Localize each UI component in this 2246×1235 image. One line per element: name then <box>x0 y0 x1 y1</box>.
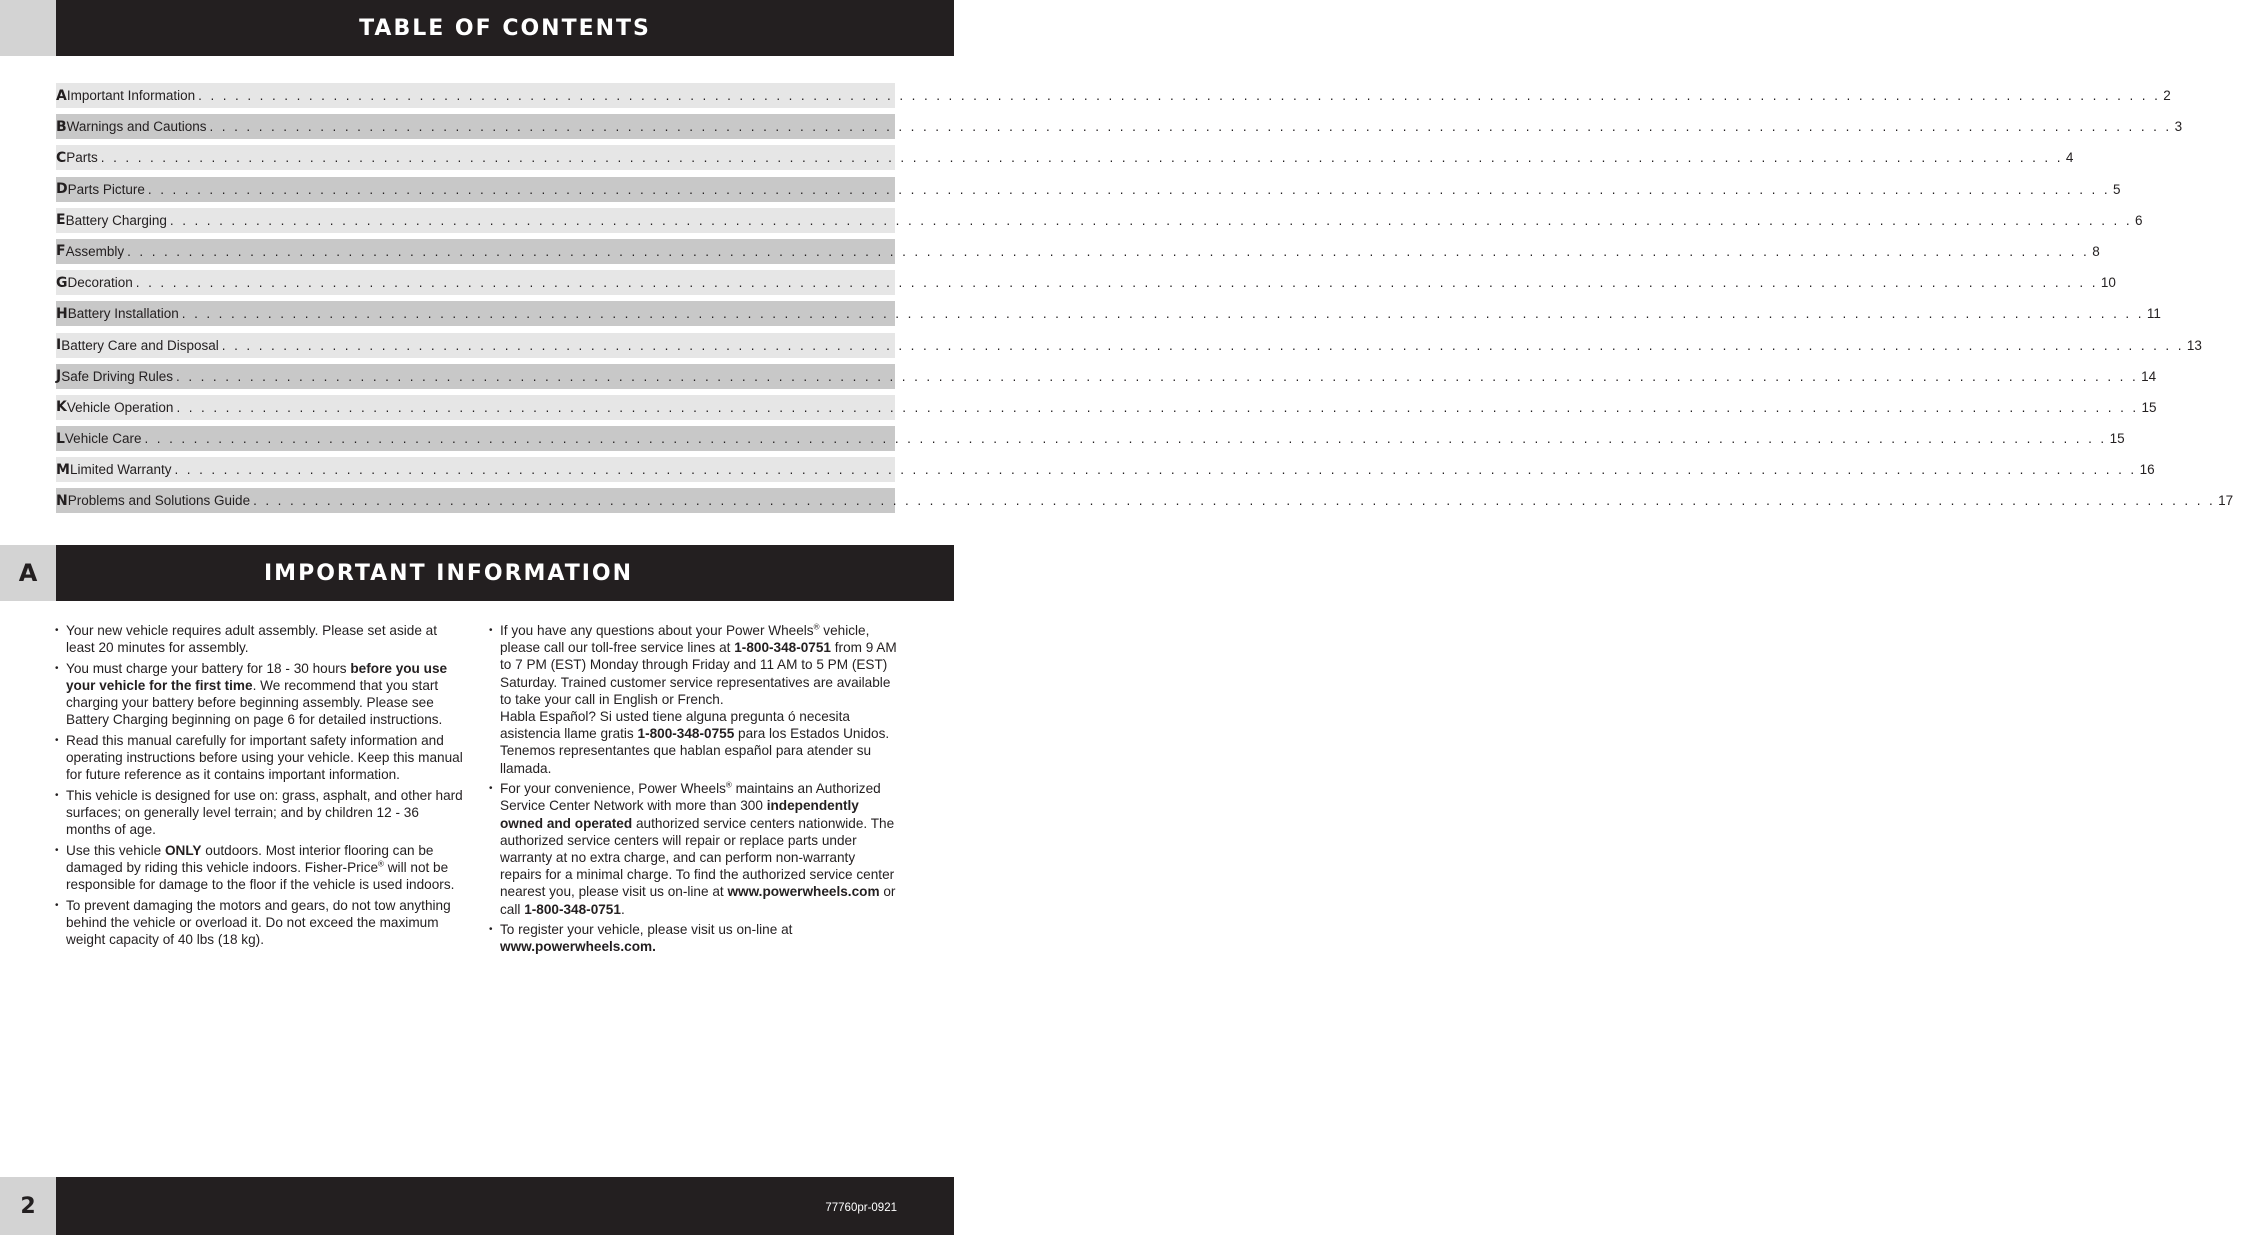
toc-title: Warnings and Cautions <box>66 119 207 135</box>
info-bullet: • Your new vehicle requires adult assembly. Please set aside at least 20 minutes for assembly. <box>55 622 467 656</box>
website-url: www.powerwheels.com. <box>500 939 656 955</box>
toc-page-number: 10 <box>2100 275 2116 291</box>
toc-heading: TABLE OF CONTENTS <box>359 15 651 41</box>
table-of-contents <box>56 83 2234 520</box>
toc-letter: K <box>56 399 67 416</box>
toc-title: Vehicle Care <box>64 431 142 447</box>
toc-entry-n <box>56 488 2234 513</box>
toc-letter: I <box>56 337 62 353</box>
section-header-bar <box>0 545 954 601</box>
footer-bar <box>0 1177 954 1235</box>
info-bullet: • To register your vehicle, please visit us on-line at www.powerwheels.com. <box>489 921 899 955</box>
section-letter: A <box>0 545 56 601</box>
toc-page-number: 4 <box>2065 150 2074 166</box>
toc-leader-dots: . . . . . . . . . . . . . . . . . . . . . . . . . . . . . . . . . . . . . . . . . . . . . . . . . . . . . . . . . . . . . . . . . . . . . . . . . . . . . . . . . . . . . . . . . . . . . . . . . . . . . . . . . . . . . . . . . . . . . . . . . . . . . . . . . . . . . . . . . . . . . . . . . . . . . . . . . . . . . . . . <box>221 337 2184 353</box>
info-column-left <box>55 622 467 952</box>
info-bullet: • For your convenience, Power Wheels® maintains an Authorized Service Center Network with more than 300 independently owned and operated authorized service centers nationwide. The authorized service centers will repair or replace parts under warranty at no extra charge, and can perform non-warranty repairs for a minimal charge. To find the authorized service center nearest you, please visit us on-line at www.powerwheels.com or call 1-800-348-0751. <box>489 780 899 918</box>
toc-page-number: 5 <box>2113 181 2121 197</box>
toc-entry-d <box>56 177 2121 202</box>
info-column-right <box>489 622 899 959</box>
toc-letter: L <box>56 430 65 447</box>
toc-title: Battery Installation <box>67 306 179 322</box>
toc-page-number: 15 <box>2109 431 2125 447</box>
phone-number: 1-800-348-0751 <box>734 640 831 656</box>
toc-entry-k <box>56 395 2157 420</box>
toc-entry-f <box>56 239 2100 264</box>
toc-letter: G <box>56 274 68 291</box>
toc-letter: N <box>56 492 68 509</box>
toc-header-bar <box>0 0 954 56</box>
toc-letter: A <box>56 87 67 104</box>
toc-page-number: 17 <box>2218 493 2234 509</box>
toc-title: Problems and Solutions Guide <box>67 493 251 509</box>
toc-entry-a <box>56 83 2171 108</box>
toc-leader-dots: . . . . . . . . . . . . . . . . . . . . . . . . . . . . . . . . . . . . . . . . . . . . . . . . . . . . . . . . . . . . . . . . . . . . . . . . . . . . . . . . . . . . . . . . . . . . . . . . . . . . . . . . . . . . . . . . . . . . . . . . . . . . . . . . . . . . . . . . . . . . . . . . . . . . . . . . . . . . . . . . <box>181 306 2144 322</box>
toc-title: Battery Care and Disposal <box>61 337 219 353</box>
toc-leader-dots: . . . . . . . . . . . . . . . . . . . . . . . . . . . . . . . . . . . . . . . . . . . . . . . . . . . . . . . . . . . . . . . . . . . . . . . . . . . . . . . . . . . . . . . . . . . . . . . . . . . . . . . . . . . . . . . . . . . . . . . . . . . . . . . . . . . . . . . . . . . . . . . . . . . . . . . . . . . . . . . . <box>253 493 2216 509</box>
toc-page-number: 13 <box>2186 337 2202 353</box>
toc-entry-i <box>56 333 2202 358</box>
toc-leader-dots: . . . . . . . . . . . . . . . . . . . . . . . . . . . . . . . . . . . . . . . . . . . . . . . . . . . . . . . . . . . . . . . . . . . . . . . . . . . . . . . . . . . . . . . . . . . . . . . . . . . . . . . . . . . . . . . . . . . . . . . . . . . . . . . . . . . . . . . . . . . . . . . . . . . . . . . . . . . . . . . . <box>100 150 2063 166</box>
toc-entry-l <box>56 426 2125 451</box>
toc-leader-dots: . . . . . . . . . . . . . . . . . . . . . . . . . . . . . . . . . . . . . . . . . . . . . . . . . . . . . . . . . . . . . . . . . . . . . . . . . . . . . . . . . . . . . . . . . . . . . . . . . . . . . . . . . . . . . . . . . . . . . . . . . . . . . . . . . . . . . . . . . . . . . . . . . . . . . . . . . . . . . . . . <box>135 275 2098 291</box>
toc-title: Vehicle Operation <box>66 399 174 415</box>
phone-number: 1-800-348-0755 <box>637 726 735 742</box>
phone-number: 1-800-348-0751 <box>524 901 621 917</box>
toc-entry-b <box>56 114 2183 139</box>
toc-letter: E <box>56 212 66 229</box>
toc-leader-dots: . . . . . . . . . . . . . . . . . . . . . . . . . . . . . . . . . . . . . . . . . . . . . . . . . . . . . . . . . . . . . . . . . . . . . . . . . . . . . . . . . . . . . . . . . . . . . . . . . . . . . . . . . . . . . . . . . . . . . . . . . . . . . . . . . . . . . . . . . . . . . . . . . . . . . . . . . . . . . . . . <box>176 399 2139 415</box>
toc-letter: D <box>56 181 68 198</box>
website-url: www.powerwheels.com <box>727 884 880 900</box>
section-header-band <box>56 545 954 601</box>
toc-letter: J <box>56 368 62 385</box>
toc-entry-c <box>56 145 2074 170</box>
toc-letter: F <box>56 243 66 260</box>
toc-letter: H <box>56 305 68 322</box>
toc-page-number: 14 <box>2141 368 2157 384</box>
toc-leader-dots: . . . . . . . . . . . . . . . . . . . . . . . . . . . . . . . . . . . . . . . . . . . . . . . . . . . . . . . . . . . . . . . . . . . . . . . . . . . . . . . . . . . . . . . . . . . . . . . . . . . . . . . . . . . . . . . . . . . . . . . . . . . . . . . . . . . . . . . . . . . . . . . . . . . . . . . . . . . . . . . . <box>174 462 2137 478</box>
toc-entry-g <box>56 270 2116 295</box>
toc-leader-dots: . . . . . . . . . . . . . . . . . . . . . . . . . . . . . . . . . . . . . . . . . . . . . . . . . . . . . . . . . . . . . . . . . . . . . . . . . . . . . . . . . . . . . . . . . . . . . . . . . . . . . . . . . . . . . . . . . . . . . . . . . . . . . . . . . . . . . . . . . . . . . . . . . . . . . . . . . . . . . . . . <box>198 88 2161 103</box>
toc-leader-dots: . . . . . . . . . . . . . . . . . . . . . . . . . . . . . . . . . . . . . . . . . . . . . . . . . . . . . . . . . . . . . . . . . . . . . . . . . . . . . . . . . . . . . . . . . . . . . . . . . . . . . . . . . . . . . . . . . . . . . . . . . . . . . . . . . . . . . . . . . . . . . . . . . . . . . . . . . . . . . . . . <box>147 181 2110 197</box>
toc-entry-h <box>56 301 2161 326</box>
page-number: 2 <box>0 1177 56 1235</box>
toc-page-number: 15 <box>2141 399 2157 415</box>
footer-band <box>56 1177 954 1235</box>
toc-title: Parts <box>66 150 98 166</box>
toc-title: Assembly <box>65 243 125 259</box>
toc-page-number: 2 <box>2163 88 2171 103</box>
toc-title: Decoration <box>67 275 133 291</box>
document-code: 77760pr-0921 <box>825 1202 897 1214</box>
toc-page-number: 3 <box>2174 119 2183 135</box>
toc-leader-dots: . . . . . . . . . . . . . . . . . . . . . . . . . . . . . . . . . . . . . . . . . . . . . . . . . . . . . . . . . . . . . . . . . . . . . . . . . . . . . . . . . . . . . . . . . . . . . . . . . . . . . . . . . . . . . . . . . . . . . . . . . . . . . . . . . . . . . . . . . . . . . . . . . . . . . . . . . . . . . . . . <box>176 368 2139 384</box>
toc-title: Parts Picture <box>67 181 145 197</box>
info-bullet: • Read this manual carefully for important safety information and operating instructions before using your vehicle. Keep this manual for future reference as it contains important information. <box>55 732 467 784</box>
toc-title: Battery Charging <box>65 212 167 228</box>
toc-header-tab <box>0 0 56 56</box>
toc-header-band <box>56 0 954 56</box>
toc-leader-dots: . . . . . . . . . . . . . . . . . . . . . . . . . . . . . . . . . . . . . . . . . . . . . . . . . . . . . . . . . . . . . . . . . . . . . . . . . . . . . . . . . . . . . . . . . . . . . . . . . . . . . . . . . . . . . . . . . . . . . . . . . . . . . . . . . . . . . . . . . . . . . . . . . . . . . . . . . . . . . . . . <box>169 212 2132 228</box>
toc-entry-m <box>56 457 2155 482</box>
toc-leader-dots: . . . . . . . . . . . . . . . . . . . . . . . . . . . . . . . . . . . . . . . . . . . . . . . . . . . . . . . . . . . . . . . . . . . . . . . . . . . . . . . . . . . . . . . . . . . . . . . . . . . . . . . . . . . . . . . . . . . . . . . . . . . . . . . . . . . . . . . . . . . . . . . . . . . . . . . . . . . . . . . . <box>209 119 2172 135</box>
info-bullet: • You must charge your battery for 18 - 30 hours before you use your vehicle for the first time. We recommend that you start charging your battery before beginning assembly. Please see Battery Charging beginning on page 6 for detailed instructions. <box>55 660 467 729</box>
toc-entry-e <box>56 208 2143 233</box>
toc-page-number: 8 <box>2092 243 2100 259</box>
toc-title: Limited Warranty <box>69 462 172 478</box>
info-bullet: • This vehicle is designed for use on: grass, asphalt, and other hard surfaces; on generally level terrain; and by children 12 - 36 months of age. <box>55 787 467 839</box>
toc-title: Safe Driving Rules <box>61 368 174 384</box>
toc-page-number: 16 <box>2139 462 2155 478</box>
section-heading: IMPORTANT INFORMATION <box>264 560 634 586</box>
info-bullet: • To prevent damaging the motors and gears, do not tow anything behind the vehicle or overload it. Do not exceed the maximum weight capacity of 40 lbs (18 kg). <box>55 897 467 949</box>
toc-entry-j <box>56 364 2157 389</box>
toc-letter: B <box>56 118 67 135</box>
toc-title: Important Information <box>66 88 196 103</box>
toc-page-number: 6 <box>2134 212 2143 228</box>
toc-leader-dots: . . . . . . . . . . . . . . . . . . . . . . . . . . . . . . . . . . . . . . . . . . . . . . . . . . . . . . . . . . . . . . . . . . . . . . . . . . . . . . . . . . . . . . . . . . . . . . . . . . . . . . . . . . . . . . . . . . . . . . . . . . . . . . . . . . . . . . . . . . . . . . . . . . . . . . . . . . . . . . . . <box>127 243 2090 259</box>
toc-page-number: 11 <box>2146 306 2161 322</box>
toc-letter: C <box>56 149 67 166</box>
info-bullet: • Use this vehicle ONLY outdoors. Most interior flooring can be damaged by riding this vehicle indoors. Fisher-Price® will not be responsible for damage to the floor if the vehicle is used indoors. <box>55 842 467 894</box>
toc-leader-dots: . . . . . . . . . . . . . . . . . . . . . . . . . . . . . . . . . . . . . . . . . . . . . . . . . . . . . . . . . . . . . . . . . . . . . . . . . . . . . . . . . . . . . . . . . . . . . . . . . . . . . . . . . . . . . . . . . . . . . . . . . . . . . . . . . . . . . . . . . . . . . . . . . . . . . . . . . . . . . . . . <box>144 431 2107 447</box>
toc-letter: M <box>56 461 70 478</box>
info-bullet: • If you have any questions about your Power Wheels® vehicle, please call our toll-free service lines at 1-800-348-0751 from 9 AM to 7 PM (EST) Monday through Friday and 11 AM to 5 PM (EST) Saturday. Trained customer service representatives are available to take your call in English or French. Habla Español? Si usted tiene alguna pregunta ó necesita asistencia llame gratis 1-800-348-0755 para los Estados Unidos. Tenemos representantes que hablan español para atender su llamada. <box>489 622 899 777</box>
